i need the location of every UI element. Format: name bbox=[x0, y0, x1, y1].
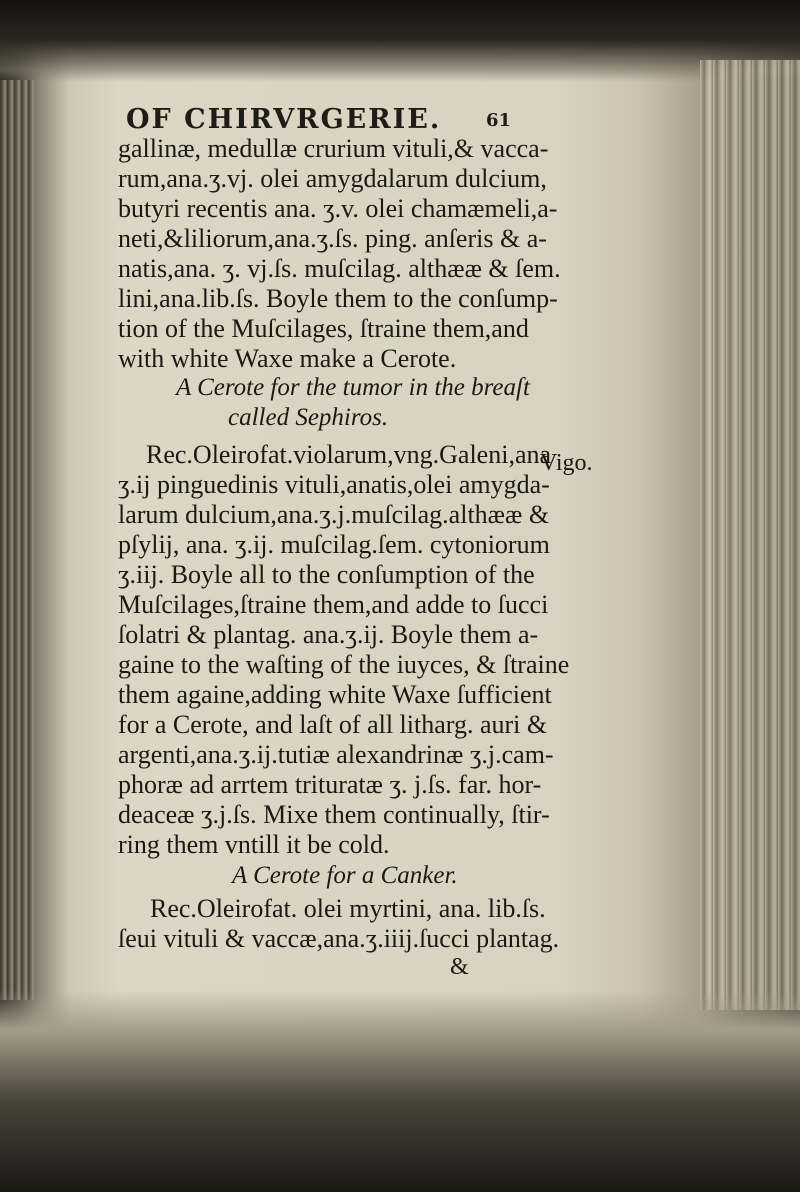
text-line: natis,ana. ʒ. vj.ſs. muſcilag. althææ & ſem. bbox=[118, 254, 561, 283]
catchword: & bbox=[450, 954, 469, 980]
text-line: pſylij, ana. ʒ.ij. muſcilag.ſem. cytoniorum bbox=[118, 530, 550, 559]
text-line: argenti,ana.ʒ.ij.tutiæ alexandrinæ ʒ.j.cam- bbox=[118, 740, 554, 769]
text-line: with white Waxe make a Cerote. bbox=[118, 344, 457, 373]
text-line: butyri recentis ana. ʒ.v. olei chamæmeli,a- bbox=[118, 194, 558, 223]
text-line: tion of the Muſcilages, ſtraine them,and bbox=[118, 314, 529, 343]
page-stack-left bbox=[0, 80, 34, 1000]
text-line: Muſcilages,ſtraine them,and adde to ſucci bbox=[118, 590, 549, 619]
page-number: 61 bbox=[486, 110, 512, 131]
text-line: lini,ana.lib.ſs. Boyle them to the conſump- bbox=[118, 284, 558, 313]
text-line: phoræ ad arrtem trituratæ ʒ. j.ſs. far. hor- bbox=[118, 770, 542, 799]
recipe-heading: A Cerote for the tumor in the breaſt bbox=[176, 374, 530, 401]
text-line: ʒ.ij pinguedinis vituli,anatis,olei amygda- bbox=[118, 470, 550, 499]
text-line: Rec.Oleirofat.violarum,vng.Galeni,ana bbox=[146, 440, 552, 469]
text-line: gallinæ, medullæ crurium vituli,& vacca- bbox=[118, 134, 549, 163]
text-line: rum,ana.ʒ.vj. olei amygdalarum dulcium, bbox=[118, 164, 547, 193]
text-line: gaine to the waſting of the iuyces, & ſtraine bbox=[118, 650, 570, 679]
text-line: for a Cerote, and laſt of all litharg. auri & bbox=[118, 710, 548, 739]
text-line: ring them vntill it be cold. bbox=[118, 830, 390, 859]
text-line: neti,&liliorum,ana.ʒ.ſs. ping. anſeris & a- bbox=[118, 224, 547, 253]
text-line: them againe,adding white Waxe ſufficient bbox=[118, 680, 552, 709]
page-title: OF CHIRVRGERIE. bbox=[126, 104, 442, 135]
text-line: deaceæ ʒ.j.ſs. Mixe them continually, ſtir- bbox=[118, 800, 550, 829]
text-line: ſolatri & plantag. ana.ʒ.ij. Boyle them a- bbox=[118, 620, 539, 649]
text-line: larum dulcium,ana.ʒ.j.muſcilag.althææ & bbox=[118, 500, 550, 529]
bottom-shadow bbox=[0, 990, 800, 1192]
recipe-heading: A Cerote for a Canker. bbox=[232, 862, 458, 889]
text-line: ſeui vituli & vaccæ,ana.ʒ.iiij.ſucci plantag. bbox=[118, 924, 560, 953]
text-line: Rec.Oleirofat. olei myrtini, ana. lib.ſs. bbox=[150, 894, 546, 923]
margin-note: Vigo. bbox=[540, 450, 593, 476]
top-shadow bbox=[0, 0, 800, 82]
page-stack-right bbox=[700, 60, 800, 1010]
recipe-heading: called Sephiros. bbox=[228, 404, 389, 431]
text-line: ʒ.iij. Boyle all to the conſumption of the bbox=[118, 560, 535, 589]
